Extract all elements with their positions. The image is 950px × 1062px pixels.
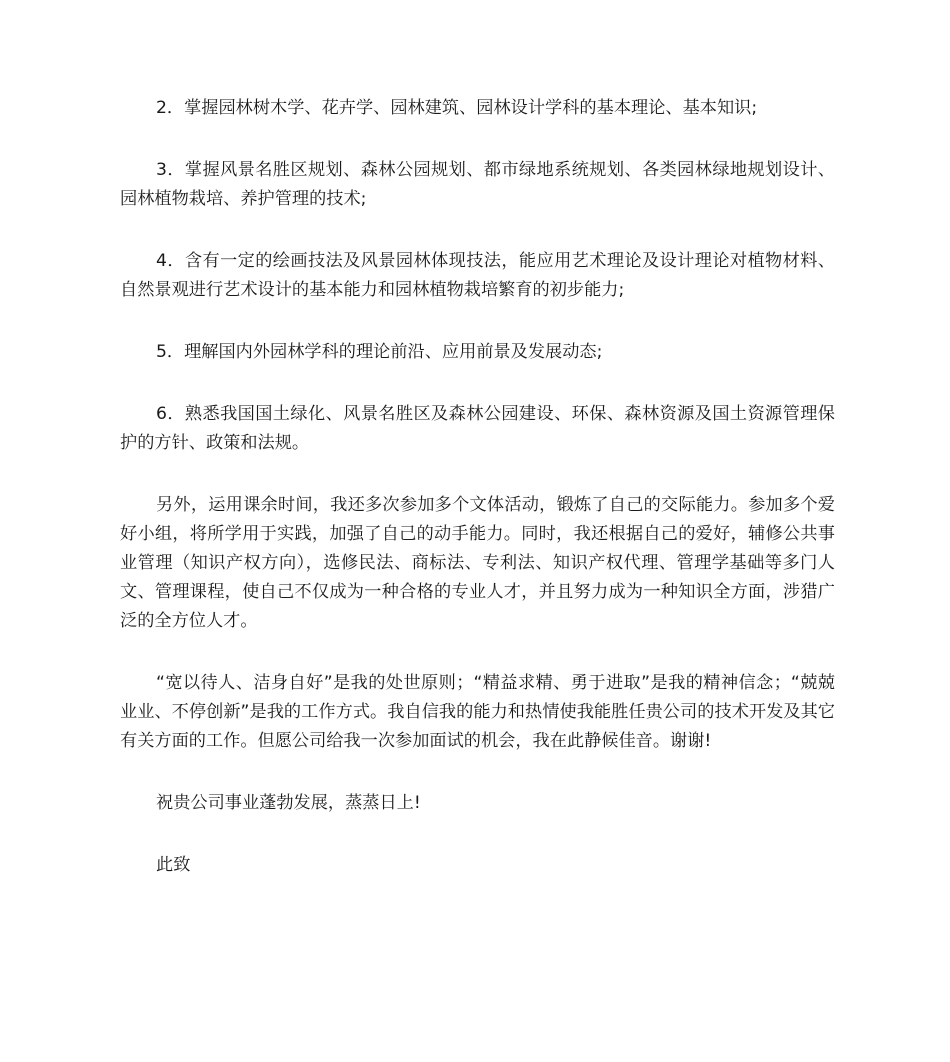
document-body	[120, 94, 835, 880]
paragraph-item-2: 2．掌握园林树木学、花卉学、园林建筑、园林设计学科的基本理论、基本知识;	[156, 98, 758, 118]
paragraph-wishes: 祝贵公司事业蓬勃发展，蒸蒸日上!	[156, 793, 421, 813]
paragraph-item-3: 3．掌握风景名胜区规划、森林公园规划、都市绿地系统规划、各类园林绿地规划设计、园林植物栽培、养护管理的技术;	[120, 160, 835, 209]
paragraph-extracurricular: 另外，运用课余时间，我还多次参加多个文体活动，锻炼了自己的交际能力。参加多个爱好小组，将所学用于实践，加强了自己的动手能力。同时，我还根据自己的爱好，辅修公共事业管理（知识产权方向），选修民法、商标法、专利法、知识产权代理、管理学基础等多门人文、管理课程，使自己不仅成为一种合格的专业人才，并且努力成为一种知识全方面，涉猎广泛的全方位人才。	[120, 495, 835, 631]
paragraph-principles: “宽以待人、洁身自好”是我的处世原则；“精益求精、勇于进取”是我的精神信念；“兢兢业业、不停创新”是我的工作方式。我自信我的能力和热情使我能胜任贵公司的技术开发及其它有关方面的工作。但愿公司给我一次参加面试的机会，我在此静候佳音。谢谢!	[120, 673, 835, 751]
paragraph-item-5: 5．理解国内外园林学科的理论前沿、应用前景及发展动态;	[156, 342, 603, 362]
paragraph-closing: 此致	[156, 855, 191, 875]
paragraph-item-4: 4．含有一定的绘画技法及风景园林体现技法，能应用艺术理论及设计理论对植物材料、自然景观进行艺术设计的基本能力和园林植物栽培繁育的初步能力;	[120, 251, 835, 300]
paragraph-item-6: 6．熟悉我国国土绿化、风景名胜区及森林公园建设、环保、森林资源及国土资源管理保护的方针、政策和法规。	[120, 404, 835, 453]
